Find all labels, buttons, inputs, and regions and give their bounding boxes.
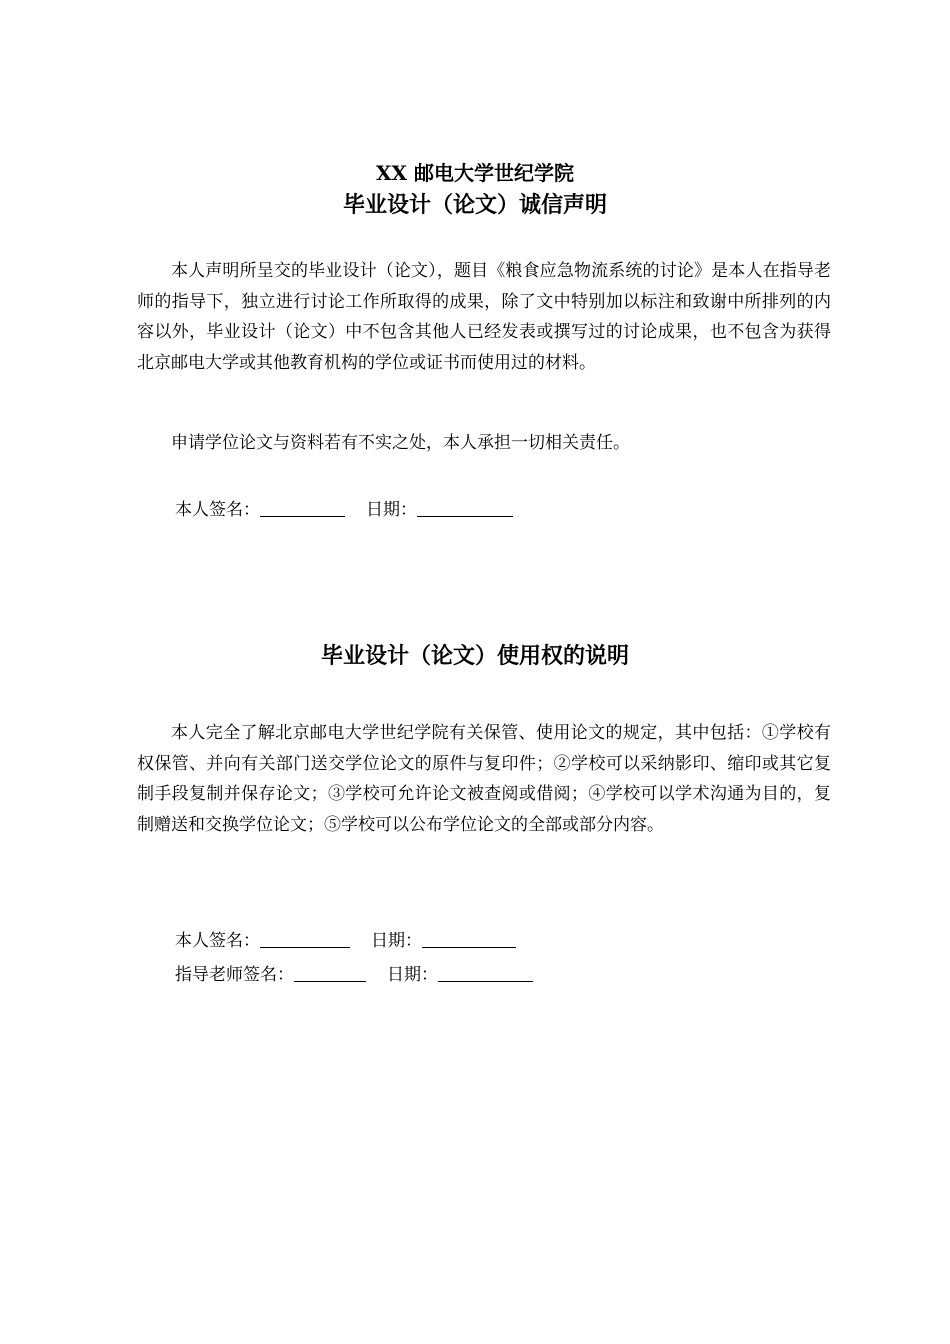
usage-rights-title: 毕业设计（论文）使用权的说明: [320, 643, 629, 669]
usage-signature-row: [175, 928, 516, 954]
institution-name: XX 邮电大学世纪学院: [376, 161, 574, 185]
advisor-signature-blank[interactable]: [294, 963, 366, 982]
signature-label: 本人签名：: [175, 931, 260, 951]
declaration-paragraph: 本人声明所呈交的毕业设计（论文），题目《粮食应急物流系统的讨论》是本人在指导老师的指导下，独立进行讨论工作所取得的成果，除了文中特别加以标注和致谢中所排列的内容以外，毕业设计（论文）中不包含其他人已经发表或撰写过的讨论成果，也不包含为获得北京邮电大学或其他教育机构的学位或证书而使用过的材料。: [137, 261, 831, 373]
advisor-date-label: 日期：: [387, 965, 438, 985]
date-label: 日期：: [366, 500, 417, 520]
advisor-signature-label: 指导老师签名：: [175, 965, 294, 985]
usage-rights-paragraph: 本人完全了解北京邮电大学世纪学院有关保管、使用论文的规定，其中包括：①学校有权保管、并向有关部门送交学位论文的原件与复印件；②学校可以采纳影印、缩印或其它复制手段复制并保存论文；③学校可允许论文被查阅或借阅；④学校可以学术沟通为目的，复制赠送和交换学位论文；⑤学校可以公布学位论文的全部或部分内容。: [137, 723, 831, 835]
advisor-signature-row: [175, 962, 533, 988]
date-blank[interactable]: [417, 498, 513, 517]
integrity-declaration-title: 毕业设计（论文）诚信声明: [342, 192, 607, 218]
advisor-date-blank[interactable]: [438, 963, 533, 982]
signature-blank[interactable]: [260, 929, 350, 948]
signature-label: 本人签名：: [175, 500, 260, 520]
date-blank[interactable]: [422, 929, 516, 948]
responsibility-paragraph: 申请学位论文与资料若有不实之处，本人承担一切相关责任。: [171, 433, 630, 453]
date-label: 日期：: [371, 931, 422, 951]
declaration-signature-row: [175, 497, 513, 523]
signature-blank[interactable]: [260, 498, 345, 517]
